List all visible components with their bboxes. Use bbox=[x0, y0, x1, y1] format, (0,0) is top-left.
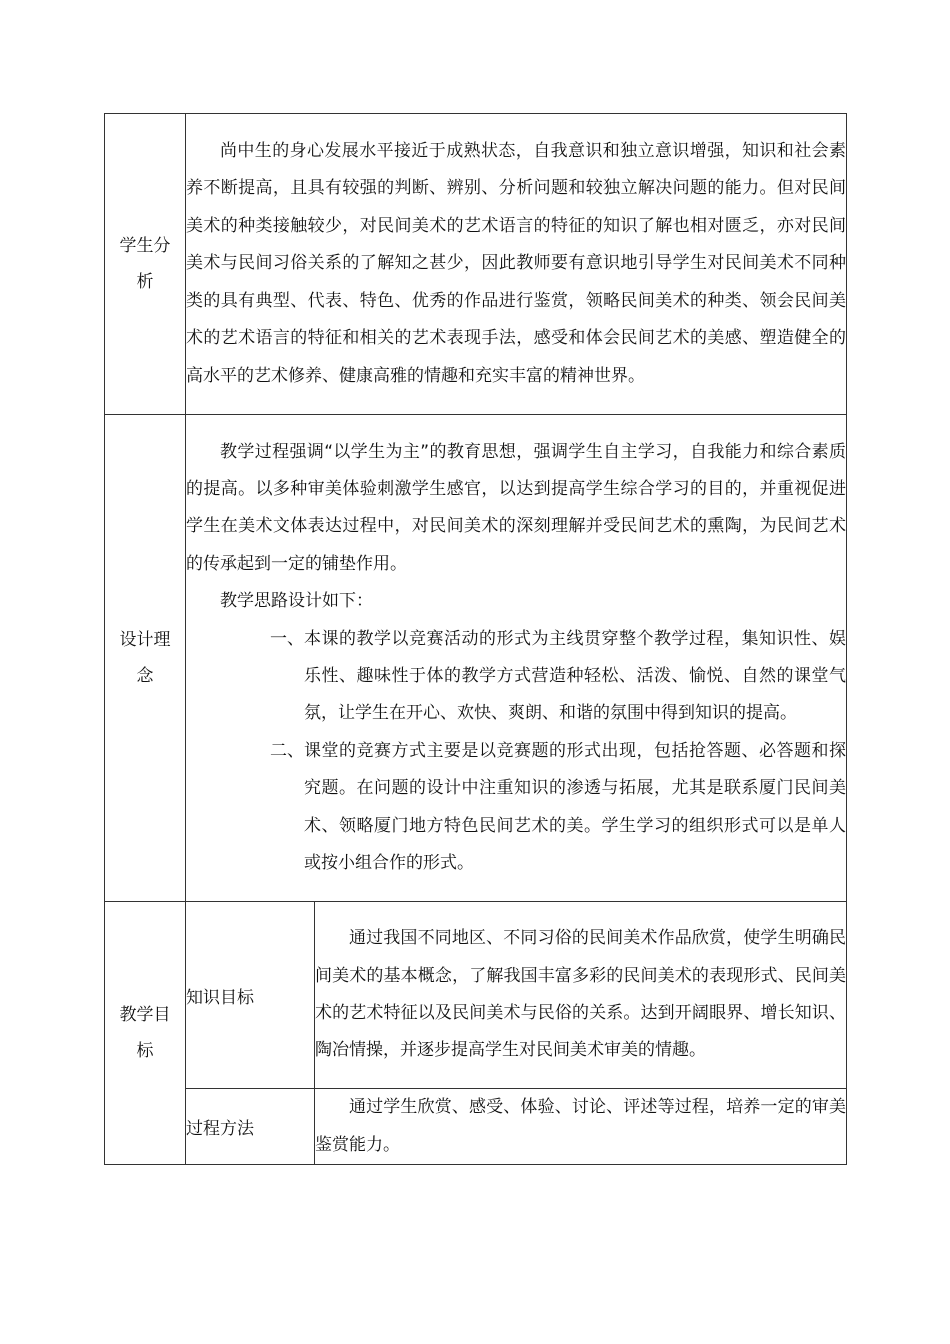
lesson-plan-table bbox=[104, 113, 847, 1165]
list-item-number: 一、 bbox=[270, 628, 304, 649]
goals-label-cell bbox=[105, 902, 186, 1165]
list-item-number: 二、 bbox=[270, 740, 304, 761]
students-content-cell bbox=[186, 114, 847, 415]
students-label-cell bbox=[105, 114, 186, 415]
design-label-cell bbox=[105, 415, 186, 902]
students-paragraph: 尚中生的身心发展水平接近于成熟状态，自我意识和独立意识增强，知识和社会素养不断提高，且具有较强的判断、辨别、分析问题和较独立解决问题的能力。但对民间美术的种类接触较少，对民间美术的艺术语言的特征的知识了解也相对匮乏，亦对民间美术与民间习俗关系的了解知之甚少，因此教师要有意识地引导学生对民间美术不同种类的具有典型、代表、特色、优秀的作品进行鉴赏，领略民间美术的种类、领会民间美术的艺术语言的特征和相关的艺术表现手法，感受和体会民间艺术的美感、塑造健全的高水平的艺术修养、健康高雅的情趣和充实丰富的精神世界。 bbox=[186, 141, 846, 386]
students-row bbox=[105, 114, 847, 415]
knowledge-goal-label: 知识目标 bbox=[186, 902, 315, 1089]
process-goal-content bbox=[315, 1089, 847, 1165]
list-item-text: 本课的教学以竞赛活动的形式为主线贯穿整个教学过程，集知识性、娱乐性、趣味性于体的教学方式营造种轻松、活泼、愉悦、自然的课堂气氛，让学生在开心、欢快、爽朗、和谐的氛围中得到知识的提高。 bbox=[304, 628, 846, 724]
list-item-text: 课堂的竞赛方式主要是以竞赛题的形式出现，包括抢答题、必答题和探究题。在问题的设计中注重知识的渗透与拓展，尤其是联系厦门民间美术、领略厦门地方特色民间艺术的美。学生学习的组织形式可以是单人或按小组合作的形式。 bbox=[304, 740, 846, 874]
design-list-item bbox=[186, 621, 846, 733]
goals-label-line2: 标 bbox=[136, 1041, 154, 1061]
students-label-line2: 析 bbox=[136, 272, 154, 292]
knowledge-goal-row bbox=[105, 902, 847, 1089]
process-goal-text: 通过学生欣赏、感受、体验、讨论、评述等过程，培养一定的审美鉴赏能力。 bbox=[315, 1097, 846, 1155]
process-goal-row bbox=[105, 1089, 847, 1165]
knowledge-goal-text: 通过我国不同地区、不同习俗的民间美术作品欣赏，使学生明确民间美术的基本概念，了解我国丰富多彩的民间美术的表现形式、民间美术的艺术特征以及民间美术与民俗的关系。达到开阔眼界、增长知识、陶冶情操，并逐步提高学生对民间美术审美的情趣。 bbox=[315, 928, 846, 1061]
design-list-item bbox=[186, 733, 846, 883]
design-label-line2: 念 bbox=[136, 666, 154, 686]
design-content-cell bbox=[186, 415, 847, 902]
design-row bbox=[105, 415, 847, 902]
design-label-line1: 设计理 bbox=[119, 630, 171, 650]
design-paragraph: 教学过程强调“以学生为主”的教育思想，强调学生自主学习，自我能力和综合素质的提高。以多种审美体验刺激学生感官，以达到提高学生综合学习的目的，并重视促进学生在美术文体表达过程中，对民间美术的深刻理解并受民间艺术的熏陶，为民间艺术的传承起到一定的铺垫作用。 bbox=[186, 441, 846, 574]
students-label-line1: 学生分 bbox=[119, 236, 171, 256]
design-plan-heading: 教学思路设计如下： bbox=[220, 591, 373, 612]
goals-label-line1: 教学目 bbox=[119, 1005, 171, 1025]
process-goal-label: 过程方法 bbox=[186, 1089, 315, 1165]
knowledge-goal-content bbox=[315, 902, 847, 1089]
